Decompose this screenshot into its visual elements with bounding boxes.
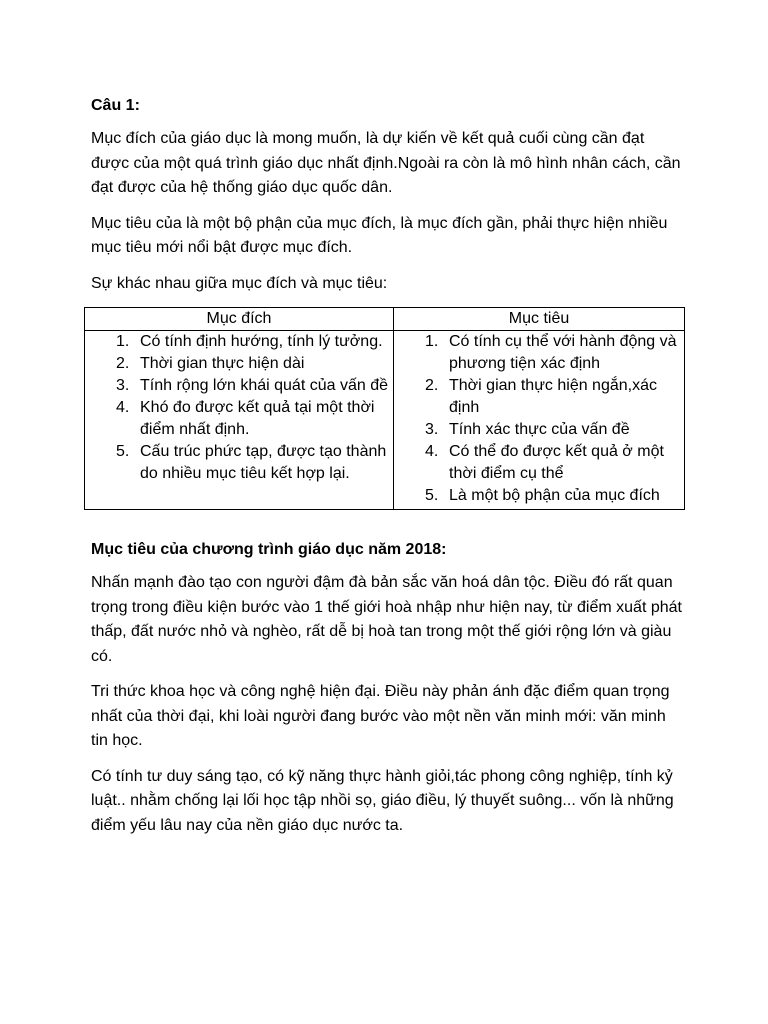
- list-text: Có tính định hướng, tính lý tưởng.: [140, 333, 383, 350]
- list-item: [425, 331, 680, 375]
- list-item: [116, 353, 389, 375]
- paragraph-culture: Nhấn mạnh đào tạo con người đậm đà bản sắc văn hoá dân tộc. Điều đó rất quan trọng trong điều kiện bước vào 1 thế giới hoà nhập như hiện nay, từ điểm xuất phát thấp, đất nước nhỏ và nghèo, rất dễ bị hoà tan trong một thế giới rộng lớn và giàu có.: [91, 574, 682, 665]
- list-number: 4.: [425, 443, 439, 460]
- list-text: Thời gian thực hiện dài: [140, 355, 305, 372]
- list-item: [425, 485, 680, 507]
- list-number: 1.: [425, 333, 439, 350]
- list-number: 5.: [425, 487, 439, 504]
- paragraph-difference-intro: Sự khác nhau giữa mục đích và mục tiêu:: [91, 274, 388, 292]
- list-number: 3.: [425, 421, 439, 438]
- list-number: 5.: [116, 443, 130, 460]
- objective-list: [398, 331, 680, 507]
- paragraph-science: Tri thức khoa học và công nghệ hiện đại. Điều này phản ánh đặc điểm quan trọng nhất của thời đại, khi loài người đang bước vào một nền văn minh mới: văn minh tin học.: [91, 683, 670, 749]
- header-purpose: Mục đích: [85, 308, 394, 331]
- list-item: [116, 375, 389, 397]
- list-number: 1.: [116, 333, 130, 350]
- list-text: Tính rộng lớn khái quát của vấn đề: [140, 377, 388, 394]
- paragraph-purpose-definition: Mục đích của giáo dục là mong muốn, là dự kiến về kết quả cuối cùng cần đạt được của một quá trình giáo dục nhất định.Ngoài ra còn là mô hình nhân cách, cần đạt được của hệ thống giáo dục quốc dân.: [91, 130, 681, 196]
- question-title: Câu 1:: [91, 97, 140, 114]
- list-text: Cấu trúc phức tạp, được tạo thành do nhiều mục tiêu kết hợp lại.: [140, 443, 387, 482]
- list-text: Có tính cụ thể với hành động và phương tiện xác định: [449, 333, 677, 372]
- list-item: [116, 441, 389, 485]
- paragraph-creativity: Có tính tư duy sáng tạo, có kỹ năng thực hành giỏi,tác phong công nghiệp, tính kỷ luật.. nhằm chống lại lối học tập nhồi sọ, giáo điều, lý thuyết suông... vốn là những điểm yếu lâu nay của nền giáo dục nước ta.: [91, 767, 674, 834]
- list-item: [116, 397, 389, 441]
- list-item: [425, 375, 680, 419]
- list-text: Tính xác thực của vấn đề: [449, 421, 630, 438]
- spacer: [91, 510, 684, 538]
- table-header-row: [85, 308, 685, 331]
- list-text: Là một bộ phận của mục đích: [449, 487, 660, 504]
- list-item: [425, 419, 680, 441]
- list-number: 2.: [116, 355, 130, 372]
- paragraph-objective-definition: Mục tiêu của là một bộ phận của mục đích, là mục đích gần, phải thực hiện nhiều mục tiêu mới nổi bật được mục đích.: [91, 214, 668, 256]
- list-text: Khó đo được kết quả tại một thời điểm nhất định.: [140, 399, 375, 438]
- list-number: 3.: [116, 377, 130, 394]
- list-text: Thời gian thực hiện ngắn,xác định: [449, 377, 657, 416]
- purpose-list: [89, 331, 389, 485]
- list-number: 2.: [425, 377, 439, 394]
- list-item: [116, 331, 389, 353]
- list-number: 4.: [116, 399, 130, 416]
- list-item: [425, 441, 680, 485]
- list-text: Có thể đo được kết quả ở một thời điểm cụ thể: [449, 443, 664, 482]
- purpose-cell: [85, 331, 394, 510]
- table-row: [85, 331, 685, 510]
- header-objective: Mục tiêu: [394, 308, 685, 331]
- comparison-table: [84, 307, 685, 510]
- section-title: Mục tiêu của chương trình giáo dục năm 2018:: [91, 541, 447, 558]
- objective-cell: [394, 331, 685, 510]
